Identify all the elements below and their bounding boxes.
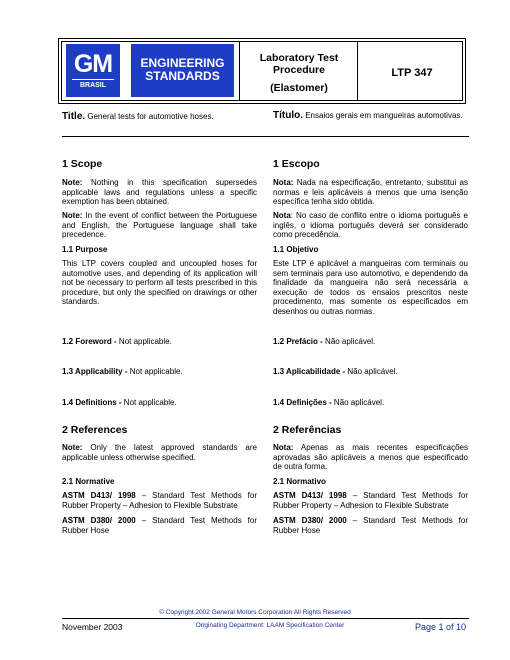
- procedure-title: Laboratory Test Procedure: [259, 52, 339, 76]
- astm-d380-pt: ASTM D380/ 2000 – Standard Test Methods for Rubber Hose: [273, 516, 468, 535]
- definitions-en: 1.4 Definitions - Not applicable.: [62, 398, 177, 407]
- document-date: November 2003: [62, 622, 123, 632]
- engineering-standards-banner: [131, 44, 234, 97]
- gm-logo: [66, 44, 120, 97]
- document-id: LTP 347: [391, 67, 433, 79]
- applicability-pt: 1.3 Aplicabilidade - Não aplicável.: [273, 367, 398, 376]
- note1-en: Note: Nothing in this specification supersedes applicable laws and regulations unless a specific exemption has been obtained.: [62, 178, 257, 206]
- note2-en: Note: In the event of conflict between the Portuguese and English, the Portuguese language shall take precedence.: [62, 211, 257, 239]
- astm-d413-pt: ASTM D413/ 1998 – Standard Test Methods for Rubber Property – Adhesion to Flexible Substrate: [273, 491, 468, 510]
- gm-logo-underline: [72, 79, 114, 80]
- procedure-subtitle: (Elastomer): [270, 82, 328, 94]
- title-en: Title. General tests for automotive hoses.: [62, 111, 214, 122]
- gm-logo-text: GM: [73, 50, 113, 78]
- purpose-heading-pt: 1.1 Objetivo: [273, 245, 319, 254]
- purpose-text-en: This LTP covers coupled and uncoupled hoses for automotive uses, and depending of its application will not be necessary to perform all tests prescribed in this procedure, but only the specified on drawings or other standards.: [62, 259, 257, 306]
- references-heading-pt: 2 Referências: [273, 424, 342, 436]
- note1-pt: Nota: Nada na especificação, entretanto, substitui as normas e leis aplicáveis a menos que uma isenção específica tenha sido obtida.: [273, 178, 468, 206]
- ref-note-pt: Nota: Apenas as mais recentes especificações aprovadas são aplicáveis a menos que especificado de outra forma.: [273, 443, 468, 471]
- scope-heading-en: 1 Scope: [62, 158, 103, 170]
- copyright-notice: © Copyright 2002 General Motors Corporation All Rights Reserved: [159, 609, 351, 616]
- originating-department: Originating Department: LAAM Specification Center: [195, 622, 345, 629]
- footer-divider: [62, 618, 469, 619]
- definitions-pt: 1.4 Definições - Não aplicável.: [273, 398, 385, 407]
- normative-heading-en: 2.1 Normative: [62, 477, 115, 486]
- purpose-text-pt: Este LTP é aplicável a mangueiras com terminais ou sem terminais para uso automotivo, e dependendo da finalidade da mangueira não será necessária a execução de todos os ensaios prescritos neste procedimento, mas somente os especificados em desenhos ou outras normas.: [273, 259, 468, 316]
- astm-d380-en: ASTM D380/ 2000 – Standard Test Methods for Rubber Hose: [62, 516, 257, 535]
- title-divider: [62, 136, 469, 137]
- normative-heading-pt: 2.1 Normativo: [273, 477, 326, 486]
- astm-d413-en: ASTM D413/ 1998 – Standard Test Methods for Rubber Property – Adhesion to Flexible Substrate: [62, 491, 257, 510]
- applicability-en: 1.3 Applicability - Not applicable.: [62, 367, 183, 376]
- ref-note-en: Note: Only the latest approved standards are applicable unless otherwise specified.: [62, 443, 257, 462]
- engineering-standards-text: ENGINEERING STANDARDS: [140, 56, 225, 83]
- page-number: Page 1 of 10: [414, 622, 466, 632]
- note2-pt: Nota: No caso de conflito entre o idioma português e inglês, o idioma português deverá ser considerado como precedência.: [273, 211, 468, 239]
- purpose-heading-en: 1.1 Purpose: [62, 245, 108, 254]
- scope-heading-pt: 1 Escopo: [273, 158, 320, 170]
- gm-logo-brasil: BRASIL: [79, 82, 107, 89]
- foreword-pt: 1.2 Prefácio - Não aplicável.: [273, 337, 376, 346]
- foreword-en: 1.2 Foreword - Not applicable.: [62, 337, 172, 346]
- title-pt: Título. Ensaios gerais em mangueiras automotivas.: [273, 110, 463, 121]
- references-heading-en: 2 References: [62, 424, 128, 436]
